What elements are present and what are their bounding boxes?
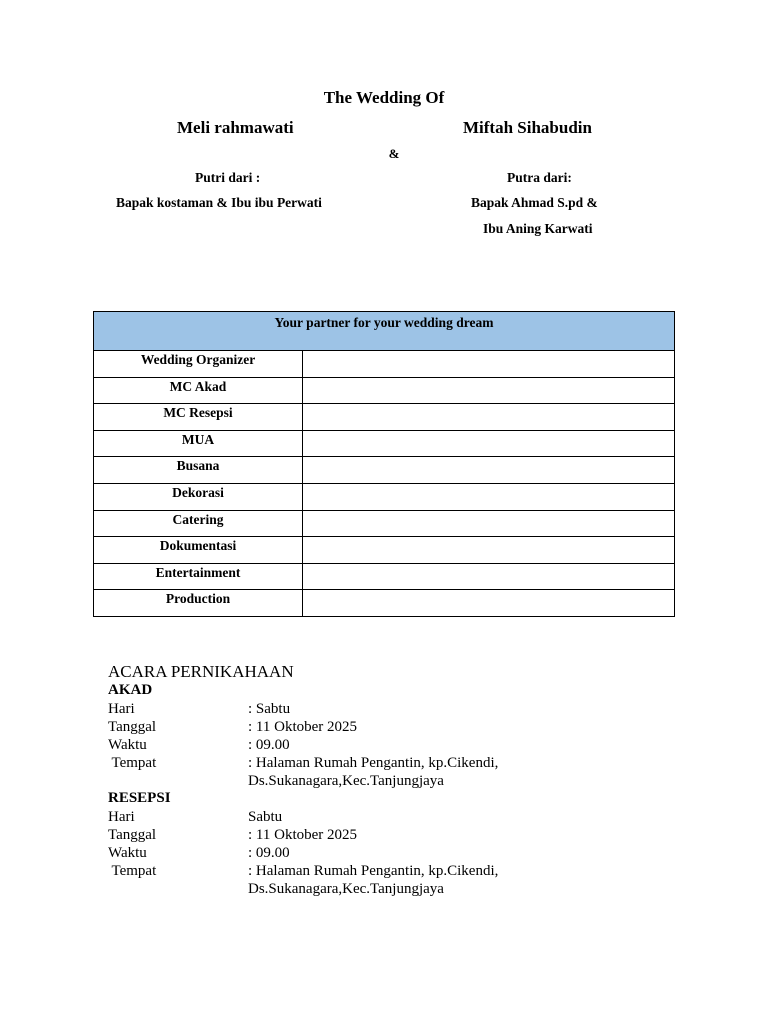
vendor-label: MC Akad [94, 377, 303, 404]
table-row [94, 430, 675, 457]
vendor-value-cell[interactable] [303, 510, 675, 537]
akad-hari-value: : Sabtu [248, 701, 291, 717]
resepsi-tempat-label: Tempat [108, 863, 157, 879]
vendor-table-body [94, 351, 675, 617]
schedule-heading: ACARA PERNIKAHAAN [108, 662, 294, 681]
resepsi-heading: RESEPSI [108, 790, 171, 806]
resepsi-hari-value: Sabtu [248, 809, 283, 825]
akad-tempat-label: Tempat [108, 755, 157, 771]
vendor-label: Dokumentasi [94, 537, 303, 564]
vendor-label: Busana [94, 457, 303, 484]
resepsi-waktu-label: Waktu [108, 845, 147, 861]
vendor-value-cell[interactable] [303, 457, 675, 484]
table-row [94, 351, 675, 378]
table-row [94, 404, 675, 431]
vendor-label: MC Resepsi [94, 404, 303, 431]
akad-waktu-value: : 09.00 [248, 737, 290, 753]
vendor-value-cell[interactable] [303, 377, 675, 404]
akad-tempat-value-line2: Ds.Sukanagara,Kec.Tanjungjaya [248, 773, 444, 789]
vendor-value-cell[interactable] [303, 404, 675, 431]
akad-heading: AKAD [108, 682, 153, 698]
ampersand: & [388, 146, 400, 161]
table-row [94, 377, 675, 404]
resepsi-hari-label: Hari [108, 809, 135, 825]
table-row [94, 537, 675, 564]
vendor-label: Entertainment [94, 563, 303, 590]
bride-parents: Bapak kostaman & Ibu ibu Perwati [116, 195, 322, 210]
table-row [94, 457, 675, 484]
groom-parents-line1: Bapak Ahmad S.pd & [471, 195, 598, 210]
resepsi-tanggal-label: Tanggal [108, 827, 157, 843]
table-row [94, 510, 675, 537]
akad-tanggal-label: Tanggal [108, 719, 157, 735]
resepsi-tempat-value-line2: Ds.Sukanagara,Kec.Tanjungjaya [248, 881, 444, 897]
vendor-value-cell[interactable] [303, 537, 675, 564]
resepsi-tanggal-value: : 11 Oktober 2025 [248, 827, 358, 843]
groom-parents-line2: Ibu Aning Karwati [483, 221, 593, 236]
akad-hari-label: Hari [108, 701, 135, 717]
vendor-value-cell[interactable] [303, 590, 675, 617]
akad-waktu-label: Waktu [108, 737, 147, 753]
vendor-label: Wedding Organizer [94, 351, 303, 378]
akad-tanggal-value: : 11 Oktober 2025 [248, 719, 358, 735]
vendor-value-cell[interactable] [303, 483, 675, 510]
vendor-label: MUA [94, 430, 303, 457]
vendor-table [93, 311, 675, 617]
vendor-label: Catering [94, 510, 303, 537]
bride-parent-label: Putri dari : [195, 170, 261, 185]
bride-name: Meli rahmawati [177, 118, 294, 137]
table-row [94, 483, 675, 510]
groom-name: Miftah Sihabudin [463, 118, 592, 137]
vendor-table-heading: Your partner for your wedding dream [94, 312, 675, 351]
vendor-value-cell[interactable] [303, 430, 675, 457]
vendor-label: Dekorasi [94, 483, 303, 510]
resepsi-waktu-value: : 09.00 [248, 845, 290, 861]
page-title: The Wedding Of [323, 88, 445, 107]
vendor-label: Production [94, 590, 303, 617]
table-row [94, 563, 675, 590]
groom-parent-label: Putra dari: [507, 170, 572, 185]
akad-tempat-value-line1: : Halaman Rumah Pengantin, kp.Cikendi, [248, 755, 499, 771]
table-row [94, 590, 675, 617]
vendor-value-cell[interactable] [303, 563, 675, 590]
resepsi-tempat-value-line1: : Halaman Rumah Pengantin, kp.Cikendi, [248, 863, 499, 879]
vendor-value-cell[interactable] [303, 351, 675, 378]
